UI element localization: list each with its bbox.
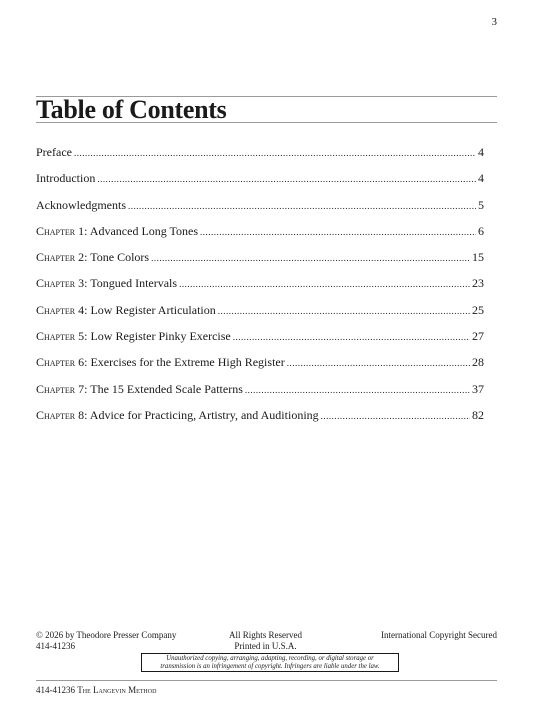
rights-text: All Rights Reserved <box>229 630 302 640</box>
toc-entry-title: Low Register Articulation <box>90 302 216 317</box>
title-block <box>36 96 497 123</box>
toc-entry <box>36 224 484 250</box>
toc-chapter-prefix: Chapter 6: <box>36 355 88 370</box>
toc-entry-page: 15 <box>472 250 484 265</box>
toc-entry-page: 5 <box>478 197 484 212</box>
footer-middle <box>229 630 302 652</box>
toc-chapter-prefix: Chapter 2: <box>36 250 88 265</box>
toc-entry <box>36 145 484 171</box>
toc-entry-page: 6 <box>478 223 484 238</box>
toc-entry-label <box>36 382 243 397</box>
toc-entry <box>36 355 484 381</box>
toc-chapter-prefix: Chapter 3: <box>36 276 88 291</box>
toc-entry-label <box>36 408 319 423</box>
notice-line-2: transmission is an infringement of copyright. Infringers are liable under the law. <box>160 662 380 670</box>
toc-entry-title: Exercises for the Extreme High Register <box>90 355 285 370</box>
toc-entry-label <box>36 329 231 344</box>
toc-entry-page: 27 <box>472 329 484 344</box>
toc-chapter-prefix: Chapter 1: <box>36 223 88 238</box>
toc-entry <box>36 408 484 434</box>
running-footer <box>36 685 156 695</box>
toc-entry-title: Preface <box>36 145 72 159</box>
toc-entry-title: The 15 Extended Scale Patterns <box>90 381 243 396</box>
footer-left <box>36 630 176 652</box>
toc-entry-title: Advice for Practicing, Artistry, and Auditioning <box>89 407 319 422</box>
toc-chapter-prefix: Chapter 5: <box>36 329 88 344</box>
toc-entry-page: 28 <box>472 355 484 370</box>
dot-leader <box>179 279 470 289</box>
toc-entry-title: Tone Colors <box>90 250 150 265</box>
dot-leader <box>200 227 476 237</box>
toc-entry-label <box>36 171 95 186</box>
copyright-notice-box <box>141 653 399 672</box>
toc-entry-label <box>36 250 149 265</box>
toc-entry-title: Acknowledgments <box>36 197 126 212</box>
page-title: Table of Contents <box>36 95 227 124</box>
toc-entry-title: Advanced Long Tones <box>89 223 199 238</box>
notice-line-1: Unauthorized copying, arranging, adapting, recording, or digital storage or <box>166 655 374 662</box>
dot-leader <box>97 174 476 184</box>
toc-entry-page: 37 <box>472 381 484 396</box>
toc-entry-label <box>36 276 177 291</box>
dot-leader <box>287 358 470 368</box>
toc-entry-label <box>36 198 126 213</box>
toc-entry <box>36 382 484 408</box>
toc-entry-page: 4 <box>478 171 484 186</box>
toc-entry-page: 4 <box>478 145 484 159</box>
toc-entry <box>36 303 484 329</box>
toc-entry-page: 23 <box>472 276 484 291</box>
international-copyright-text: International Copyright Secured <box>381 630 497 640</box>
toc-entry-label <box>36 303 216 318</box>
toc-entry <box>36 171 484 197</box>
toc-entry-title: Low Register Pinky Exercise <box>90 329 231 344</box>
running-footer-title: The Langevin Method <box>77 685 157 695</box>
catalog-number: 414-41236 <box>36 641 75 651</box>
toc-chapter-prefix: Chapter 4: <box>36 302 88 317</box>
toc-entry <box>36 276 484 302</box>
running-footer-catalog: 414-41236 <box>36 685 75 695</box>
toc-chapter-prefix: Chapter 7: <box>36 381 88 396</box>
dot-leader <box>233 332 470 342</box>
toc-entry-title: Introduction <box>36 171 96 186</box>
toc-entry <box>36 250 484 276</box>
dot-leader <box>128 201 476 211</box>
copyright-text: © 2026 by Theodore Presser Company <box>36 630 177 640</box>
toc-entry-label <box>36 355 285 370</box>
toc-entry-label <box>36 145 72 160</box>
dot-leader <box>74 148 476 158</box>
printed-text: Printed in U.S.A. <box>234 641 297 651</box>
toc-entry-page: 82 <box>472 407 484 422</box>
page-number: 3 <box>491 16 497 28</box>
toc-chapter-prefix: Chapter 8: <box>36 407 88 422</box>
dot-leader <box>245 385 470 395</box>
toc-entry-page: 25 <box>472 302 484 317</box>
dot-leader <box>218 306 470 316</box>
toc-entry-label <box>36 224 198 239</box>
dot-leader <box>321 411 470 421</box>
toc-entry <box>36 329 484 355</box>
toc-entry-title: Tongued Intervals <box>90 276 178 291</box>
bottom-divider <box>36 680 497 681</box>
toc-entry <box>36 198 484 224</box>
table-of-contents <box>36 145 484 434</box>
footer-right <box>381 630 497 641</box>
dot-leader <box>151 253 470 263</box>
